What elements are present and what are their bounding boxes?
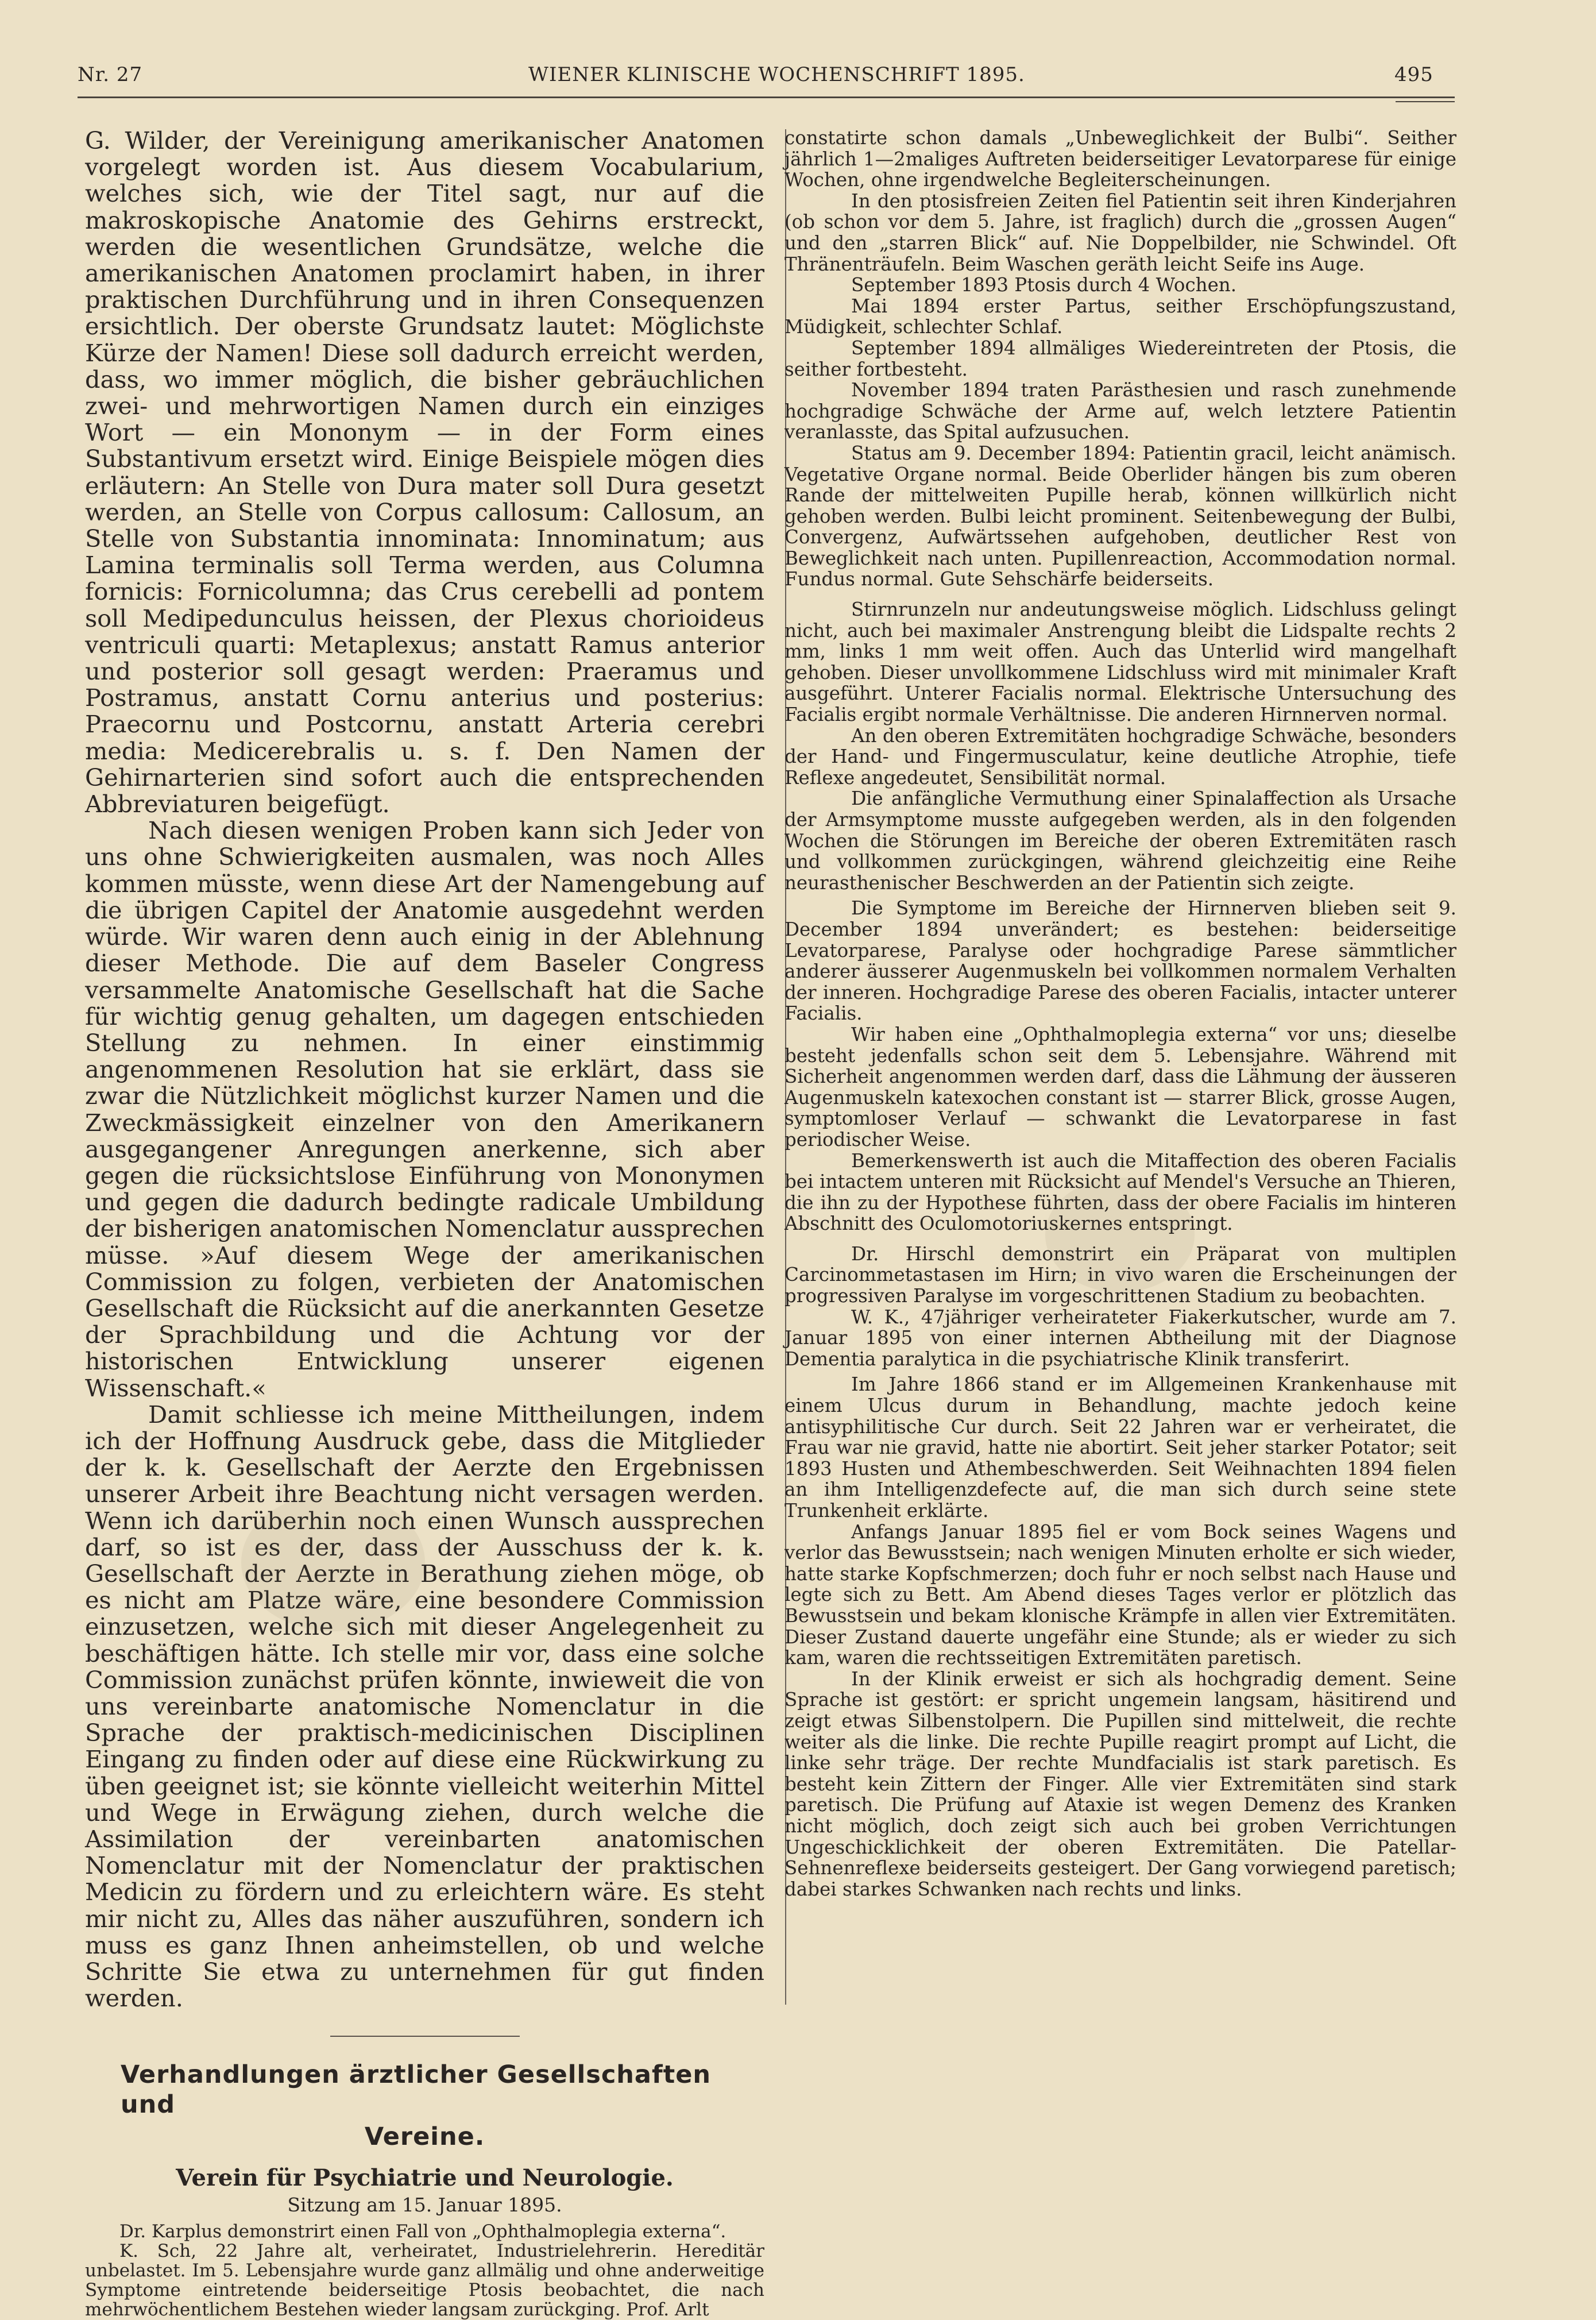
right-paragraph-4: Mai 1894 erster Partus, seither Erschöpfungszustand, Müdigkeit, schlechter Schlaf. <box>785 295 1456 338</box>
page-number: 495 <box>1394 63 1433 86</box>
society-title: Verein für Psychiatrie und Neurologie. <box>176 2164 674 2192</box>
right-paragraph-15: W. K., 47jähriger verheirateter Fiakerkutscher, wurde am 7. Januar 1895 von einer internen Abtheilung mit der Diagnose Dementia paralytica in die psychiatrische Klinik transferirt. <box>785 1306 1456 1370</box>
right-paragraph-9: An den oberen Extremitäten hochgradige Schwäche, besonders der Hand- und Fingermusculatur, keine deutliche Atrophie, tiefe Reflexe angedeutet, Sensibilität normal. <box>785 724 1456 789</box>
section-paragraph-2: K. Sch, 22 Jahre alt, verheiratet, Industrielehrerin. Hereditär unbelastet. Im 5. Lebensjahre wurde ganz allmälig und ohne anderweitige Symptome eintretende beiderseitige Ptosis beobachtet, die nach mehrwöchentlichem Bestehen wieder langsam zurückging. Prof. Arlt <box>85 2241 764 2320</box>
right-paragraph-2: In den ptosisfreien Zeiten fiel Patientin seit ihren Kinderjahren (ob schon vor dem 5. Jahre, ist fraglich) durch die „grossen Augen“ und den „starren Blick“ auf. Nie Doppelbilder, nie Schwindel. Oft Thränenträufeln. Beim Waschen geräth leicht Seife ins Auge. <box>785 190 1456 275</box>
header-rule-double <box>1396 101 1455 102</box>
left-column <box>85 128 764 2319</box>
section-body <box>85 2222 764 2319</box>
right-paragraph-7: Status am 9. December 1894: Patientin gracil, leicht anämisch. Vegetative Organe normal. Beide Oberlider hängen bis zum oberen Rande der mittelweiten Pupille herab, können willkürlich nicht gehoben werden. Bulbi leicht prominent. Seitenbewegung der Bulbi, Convergenz, Aufwärtssehen aufgehoben, deutlicher Rest von Beweglichkeit nach unten. Pupillenreaction, Accommodation normal. Fundus normal. Gute Sehschärfe beiderseits. <box>785 442 1456 590</box>
right-paragraph-1: constatirte schon damals „Unbeweglichkeit der Bulbi“. Seither jährlich 1—2maliges Auftreten beiderseitiger Levatorparese für einige Wochen, ohne irgendwelche Begleiterscheinungen. <box>785 127 1456 191</box>
paper-stain <box>1045 1178 1195 1292</box>
right-paragraph-6: November 1894 traten Parästhesien und rasch zunehmende hochgradige Schwäche der Arme auf, welch letztere Patientin veranlasste, das Spital aufzusuchen. <box>785 379 1456 443</box>
header-rule <box>78 96 1455 98</box>
left-paragraph-1: G. Wilder, der Vereinigung amerikanischer Anatomen vorgelegt worden ist. Aus diesem Vocabularium, welches sich, wie der Titel sagt, nur auf die makroskopische Anatomie des Gehirns erstreckt, werden die wesentlichen Grundsätze, welche die amerikanischen Anatomen proclamirt haben, in ihrer praktischen Durchführung und in ihren Consequenzen ersichtlich. Der oberste Grundsatz lautet: Möglichste Kürze der Namen! Diese soll dadurch erreicht werden, dass, wo immer möglich, die bisher gebräuchlichen zwei- und mehrwortigen Namen durch ein einziges Wort — ein Mononym — in der Form eines Substantivum ersetzt wird. Einige Beispiele mögen dies erläutern: An Stelle von Dura mater soll Dura gesetzt werden, an Stelle von Corpus callosum: Callosum, an Stelle von Substantia innominata: Innominatum; aus Lamina terminalis soll Terma werden, aus Columna fornicis: Fornicolumna; das Crus cerebelli ad pontem soll Medipedunculus heissen, der Plexus chorioideus ventriculi quarti: Metaplexus; anstatt Ramus anterior und posterior soll gesagt werden: Praeramus und Postramus, anstatt Cornu anterius und posterius: Praecornu und Postcornu, anstatt Arteria cerebri media: Medicerebralis u. s. f. Den Namen der Gehirnarterien sind sofort auch die entsprechenden Abbreviaturen beigefügt. <box>85 126 764 819</box>
right-paragraph-16: Im Jahre 1866 stand er im Allgemeinen Krankenhause mit einem Ulcus durum in Behandlung, machte jedoch keine antisyphilitische Cur durch. Seit 22 Jahren war er verheiratet, die Frau war nie gravid, hatte nie abortirt. Seit jeher starker Potator; seit 1893 Husten und Athembeschwerden. Seit Weihnachten 1894 fielen an ihm Intelligenzdefecte auf, die man sich durch seine stete Trunkenheit erklärte. <box>785 1373 1456 1522</box>
section-title-line-2: Vereine. <box>364 2122 485 2152</box>
left-paragraph-2: Nach diesen wenigen Proben kann sich Jeder von uns ohne Schwierigkeiten ausmalen, was noch Alles kommen müsste, wenn diese Art der Namengebung auf die übrigen Capitel der Anatomie ausgedehnt werden würde. Wir waren denn auch einig in der Ablehnung dieser Methode. Die auf dem Baseler Congress versammelte Anatomische Gesellschaft hat die Sache für wichtig genug gehalten, um dagegen entschieden Stellung zu nehmen. In einer einstimmig angenommenen Resolution hat sie erklärt, dass sie zwar die Nützlichkeit möglichst kurzer Namen und die Zweckmässigkeit einzelner von den Amerikanern ausgegangener Anregungen anerkenne, sich aber gegen die rücksichtslose Einführung von Mononymen und gegen die dadurch bedingte radicale Umbildung der bisherigen anatomischen Nomenclatur aussprechen müsse. »Auf diesem Wege der amerikanischen Commission zu folgen, verbieten der Anatomischen Gesellschaft die Rücksicht auf die anerkannten Gesetze der Sprachbildung und die Achtung vor der historischen Entwicklung unserer eigenen Wissenschaft.« <box>85 816 764 1402</box>
right-paragraph-14: Dr. Hirschl demonstrirt ein Präparat von multiplen Carcinommetastasen im Hirn; in vivo waren die Erscheinungen der progressiven Paralyse im vorgeschrittenen Stadium zu beobachten. <box>785 1242 1456 1307</box>
right-paragraph-11: Die Symptome im Bereiche der Hirnnerven blieben seit 9. December 1894 unverändert; es bestehen: beiderseitige Levatorparese, Paralyse oder hochgradige Parese sämmtlicher anderer äusserer Augenmuskeln bei vollkommen normalem Verhalten der inneren. Hochgradige Parese des oberen Facialis, intacter unterer Facialis. <box>785 897 1456 1025</box>
right-paragraph-18: In der Klinik erweist er sich als hochgradig dement. Seine Sprache ist gestört: er spricht ungemein langsam, häsitirend und zeigt etwas Silbenstolpern. Die Pupillen sind mittelweit, die rechte weiter als die linke. Die rechte Pupille reagirt prompt auf Licht, die linke sehr träge. Der rechte Mundfacialis ist stark paretisch. Es besteht kein Zittern der Finger. Alle vier Extremitäten sind stark paretisch. Die Prüfung auf Ataxie ist wegen Demenz des Kranken nicht möglich, doch zeigt sich auch bei groben Verrichtungen Ungeschicklichkeit der oberen Extremitäten. Die Patellar-Sehnenreflexe beiderseits gesteigert. Der Gang vorwiegend paretisch; dabei starkes Schwanken nach rechts und links. <box>785 1667 1456 1900</box>
issue-number: Nr. 27 <box>78 63 143 86</box>
right-paragraph-10: Die anfängliche Vermuthung einer Spinalaffection als Ursache der Armsymptome musste aufgegeben werden, als in den folgenden Wochen die Störungen im Bereiche der oberen Extremitäten rasch und vollkommen zurückgingen, während gleichzeitig eine Reihe neurasthenischer Beschwerden an der Patientin sich zeigte. <box>785 788 1456 894</box>
right-paragraph-3: September 1893 Ptosis durch 4 Wochen. <box>851 274 1237 296</box>
right-paragraph-13: Bemerkenswerth ist auch die Mitaffection des oberen Facialis bei intactem unteren mit Rücksicht auf Mendel's Versuche an Thieren, die ihn zu der Hypothese führten, dass der obere Facialis im hinteren Abschnitt des Oculomotoriuskernes entspringt. <box>785 1149 1456 1235</box>
section-divider <box>330 2036 520 2037</box>
journal-title: WIENER KLINISCHE WOCHENSCHRIFT 1895. <box>528 63 1025 86</box>
right-column <box>785 128 1456 1900</box>
right-paragraph-8: Stirnrunzeln nur andeutungsweise möglich. Lidschluss gelingt nicht, auch bei maximaler Anstrengung bleibt die Lidspalte rechts 2 mm, links 1 mm weit offen. Auch das Unterlid wird mangelhaft gehoben. Dieser unvollkommene Lidschluss wird mit minimaler Kraft ausgeführt. Unterer Facialis normal. Elektrische Untersuchung des Facialis ergibt normale Verhältnisse. Die anderen Hirnnerven normal. <box>785 599 1456 726</box>
right-paragraph-5: September 1894 allmäliges Wiedereintreten der Ptosis, die seither fortbesteht. <box>785 337 1456 380</box>
section-title-line-1: Verhandlungen ärztlicher Gesellschaften und <box>121 2060 711 2120</box>
paper-stain <box>241 1493 425 1631</box>
right-paragraph-17: Anfangs Januar 1895 fiel er vom Bock seines Wagens und verlor das Bewusstsein; nach wenigen Minuten erholte er sich wieder, hatte starke Kopfschmerzen; doch fuhr er noch selbst nach Hause und legte sich zu Bett. Am Abend dieses Tages verlor er plötzlich das Bewusstsein und bekam klonische Krämpfe in allen vier Extremitäten. Dieser Zustand dauerte ungefähr eine Stunde; als er wieder zu sich kam, waren die rechtsseitigen Extremitäten paretisch. <box>785 1520 1456 1669</box>
section-paragraph-1: Dr. Karplus demonstrirt einen Fall von „Ophthalmoplegia externa“. <box>119 2221 726 2242</box>
session-date: Sitzung am 15. Januar 1895. <box>287 2194 562 2217</box>
right-paragraph-12: Wir haben eine „Ophthalmoplegia externa“ vor uns; dieselbe besteht jedenfalls schon seit dem 5. Lebensjahre. Während mit Sicherheit angenommen werden darf, dass die Lähmung der äusseren Augenmuskeln katexochen constant ist — starrer Blick, grosse Augen, symptomloser Verlauf — schwankt die Levatorparese in fast periodischer Weise. <box>785 1023 1456 1151</box>
left-paragraph-3: Damit schliesse ich meine Mittheilungen, indem ich der Hoffnung Ausdruck gebe, dass die Mitglieder der k. k. Gesellschaft der Aerzte den Ergebnissen unserer Arbeit ihre Beachtung nicht versagen werden. Wenn ich darüberhin noch einen Wunsch aussprechen darf, so ist es der, dass der Ausschuss der k. k. Gesellschaft der Aerzte in Berathung ziehen möge, ob es nicht am Platze wäre, eine besondere Commission einzusetzen, welche sich mit dieser Angelegenheit zu beschäftigen hätte. Ich stelle mir vor, dass eine solche Commission zunächst prüfen könnte, inwieweit die von uns vereinbarte anatomische Nomenclatur in die Sprache der praktisch-medicinischen Disciplinen Eingang zu finden oder auf diese eine Rückwirkung zu üben geeignet ist; sie könnte vielleicht weiterhin Mittel und Wege in Erwägung ziehen, durch welche die Assimilation der vereinbarten anatomischen Nomenclatur mit der Nomenclatur der praktischen Medicin zu fördern und zu erleichtern wäre. Es steht mir nicht zu, Alles das näher auszuführen, sondern ich muss es ganz Ihnen anheimstellen, ob und welche Schritte Sie etwa zu unternehmen für gut finden werden. <box>85 1400 764 2013</box>
